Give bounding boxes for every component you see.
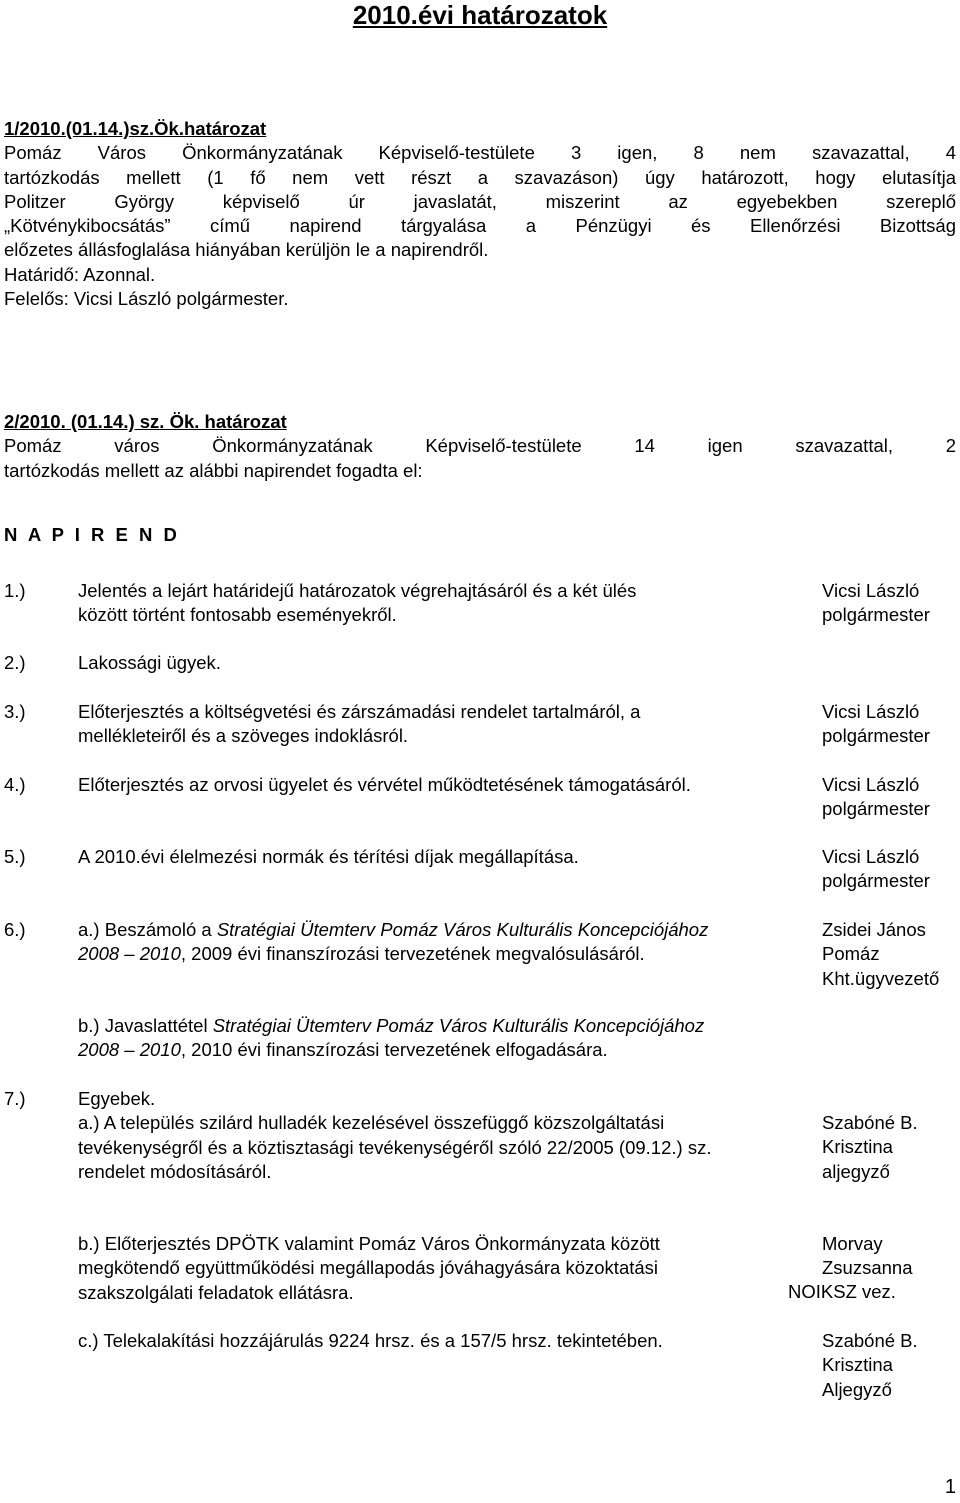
agenda-item-number: 7.) bbox=[4, 1088, 26, 1109]
resolution-1-line: Pomáz Város Önkormányzatának Képviselő-testülete 3 igen, 8 nem szavazattal, 4 bbox=[4, 142, 956, 164]
responsible-name: Morvay bbox=[822, 1233, 883, 1254]
agenda-item-line: megkötendő együttműködési megállapodás jóváhagyására közoktatási bbox=[78, 1257, 659, 1279]
responsible-role: polgármester bbox=[822, 725, 930, 747]
agenda-item-line: között történt fontosabb eseményekről. bbox=[78, 604, 397, 626]
responsible-name: Vicsi László bbox=[822, 701, 920, 722]
resolution-1-line: „Kötvénykibocsátás” című napirend tárgyalása a Pénzügyi és Ellenőrzési Bizottság bbox=[4, 215, 956, 237]
agenda-item-responsible bbox=[822, 845, 956, 894]
resolution-1-heading: 1/2010.(01.14.)sz.Ök.határozat bbox=[4, 118, 267, 139]
agenda-item-responsible-role: NOIKSZ vez. bbox=[788, 1281, 896, 1302]
page-title: 2010.évi határozatok bbox=[352, 0, 608, 30]
italic-run: 2008 – 2010 bbox=[78, 1039, 181, 1061]
resolution-1-responsible: Felelős: Vicsi László polgármester. bbox=[4, 288, 289, 310]
responsible-role: aljegyző bbox=[822, 1160, 890, 1182]
responsible-name: Vicsi László bbox=[822, 774, 920, 795]
responsible-line: Pomáz bbox=[822, 943, 880, 965]
agenda-title: N A P I R E N D bbox=[4, 524, 180, 545]
responsible-name: Vicsi László bbox=[822, 846, 920, 867]
agenda-subitem-text bbox=[78, 1014, 808, 1063]
agenda-item-number: 6.) bbox=[4, 919, 26, 940]
agenda-item-responsible bbox=[822, 773, 956, 822]
responsible-line: Krisztina bbox=[822, 1136, 893, 1158]
responsible-line: Zsuzsanna bbox=[822, 1257, 913, 1279]
agenda-item-line: Egyebek. bbox=[78, 1088, 156, 1109]
agenda-item-number: 3.) bbox=[4, 701, 26, 722]
resolution-1-line: Politzer György képviselő úr javaslatát, miszerint az egyebekben szereplő bbox=[4, 190, 956, 212]
agenda-item-line: b.) Előterjesztés DPÖTK valamint Pomáz Város Önkormányzata között bbox=[78, 1233, 660, 1254]
agenda-item-line: szakszolgálati feladatok ellátásra. bbox=[78, 1281, 354, 1303]
responsible-role: Aljegyző bbox=[822, 1378, 892, 1400]
resolution-1-line: előzetes állásfoglalása hiányában kerüljön le a napirendről. bbox=[4, 239, 489, 261]
agenda-item-line: rendelet módosításáról. bbox=[78, 1160, 272, 1182]
resolution-1-deadline: Határidő: Azonnal. bbox=[4, 263, 156, 285]
agenda-item-text bbox=[78, 1087, 808, 1184]
resolution-1 bbox=[4, 117, 956, 311]
italic-run: 2008 – 2010 bbox=[78, 943, 181, 965]
responsible-name: Vicsi László bbox=[822, 580, 920, 601]
resolution-1-line: tartózkodás mellett (1 fő nem vett részt a szavazáson) úgy határozott, hogy elutasítja bbox=[4, 166, 956, 188]
agenda-item-responsible bbox=[822, 579, 956, 628]
resolution-2 bbox=[4, 410, 956, 483]
agenda-item-line bbox=[78, 942, 808, 966]
agenda-item-responsible bbox=[822, 1111, 956, 1184]
text-run: b.) Javaslattétel bbox=[78, 1015, 213, 1036]
responsible-role: polgármester bbox=[822, 604, 930, 626]
agenda-item-line bbox=[78, 918, 808, 942]
agenda-item-text bbox=[78, 918, 808, 967]
text-run: , 2009 évi finanszírozási tervezetének megvalósulásáról. bbox=[180, 943, 645, 965]
agenda-item-text: Lakossági ügyek. bbox=[78, 652, 221, 673]
agenda-item-responsible bbox=[822, 1329, 956, 1402]
agenda-item-line bbox=[78, 1038, 808, 1062]
agenda-item-text bbox=[78, 579, 808, 628]
resolution-2-line: Pomáz város Önkormányzatának Képviselő-testülete 14 igen szavazattal, 2 bbox=[4, 435, 956, 457]
agenda-item-line: Előterjesztés a költségvetési és zárszámadási rendelet tartalmáról, a bbox=[78, 701, 641, 722]
agenda-item-text bbox=[78, 700, 808, 749]
agenda-item-text: Előterjesztés az orvosi ügyelet és vérvétel működtetésének támogatásáról. bbox=[78, 774, 691, 795]
agenda-item-text: A 2010.évi élelmezési normák és térítési díjak megállapítása. bbox=[78, 846, 579, 867]
resolution-2-line: tartózkodás mellett az alábbi napirendet fogadta el: bbox=[4, 459, 423, 481]
agenda-subitem-text bbox=[78, 1232, 808, 1305]
italic-run: Stratégiai Ütemterv Pomáz Város Kulturális Koncepciójához bbox=[216, 919, 709, 940]
agenda-item-number: 2.) bbox=[4, 652, 26, 673]
responsible-role: polgármester bbox=[822, 798, 930, 820]
responsible-name: Zsidei János bbox=[822, 919, 926, 940]
agenda-subitem-text: c.) Telekalakítási hozzájárulás 9224 hrsz. és a 157/5 hrsz. tekintetében. bbox=[78, 1330, 663, 1351]
text-run: , 2010 évi finanszírozási tervezetének elfogadására. bbox=[180, 1039, 608, 1061]
agenda-item-number: 5.) bbox=[4, 846, 26, 867]
responsible-role: polgármester bbox=[822, 870, 930, 892]
agenda-item-line: Jelentés a lejárt határidejű határozatok végrehajtásáról és a két ülés bbox=[78, 580, 637, 601]
italic-run: Stratégiai Ütemterv Pomáz Város Kulturális Koncepciójához bbox=[212, 1015, 705, 1036]
page-number: 1 bbox=[944, 1475, 956, 1498]
resolution-2-heading: 2/2010. (01.14.) sz. Ök. határozat bbox=[4, 411, 287, 432]
agenda-item-line: tevékenységről és a köztisztasági tevékenységéről szóló 22/2005 (09.12.) sz. bbox=[78, 1136, 712, 1158]
responsible-role: Kht.ügyvezető bbox=[822, 967, 940, 989]
text-run: a.) Beszámoló a bbox=[78, 919, 217, 940]
agenda-item-number: 4.) bbox=[4, 774, 26, 795]
agenda-item-responsible bbox=[822, 918, 956, 991]
responsible-name: Szabóné B. bbox=[822, 1112, 918, 1133]
responsible-line: Krisztina bbox=[822, 1354, 893, 1376]
agenda-item-responsible bbox=[822, 700, 956, 749]
responsible-name: Szabóné B. bbox=[822, 1330, 918, 1351]
agenda-item-number: 1.) bbox=[4, 580, 26, 601]
agenda-item-line bbox=[78, 1014, 808, 1038]
agenda-item-responsible bbox=[822, 1232, 956, 1281]
agenda-item-line: mellékleteiről és a szöveges indoklásról. bbox=[78, 725, 409, 747]
agenda-item-line: a.) A település szilárd hulladék kezelésével összefüggő közszolgáltatási bbox=[78, 1112, 665, 1134]
